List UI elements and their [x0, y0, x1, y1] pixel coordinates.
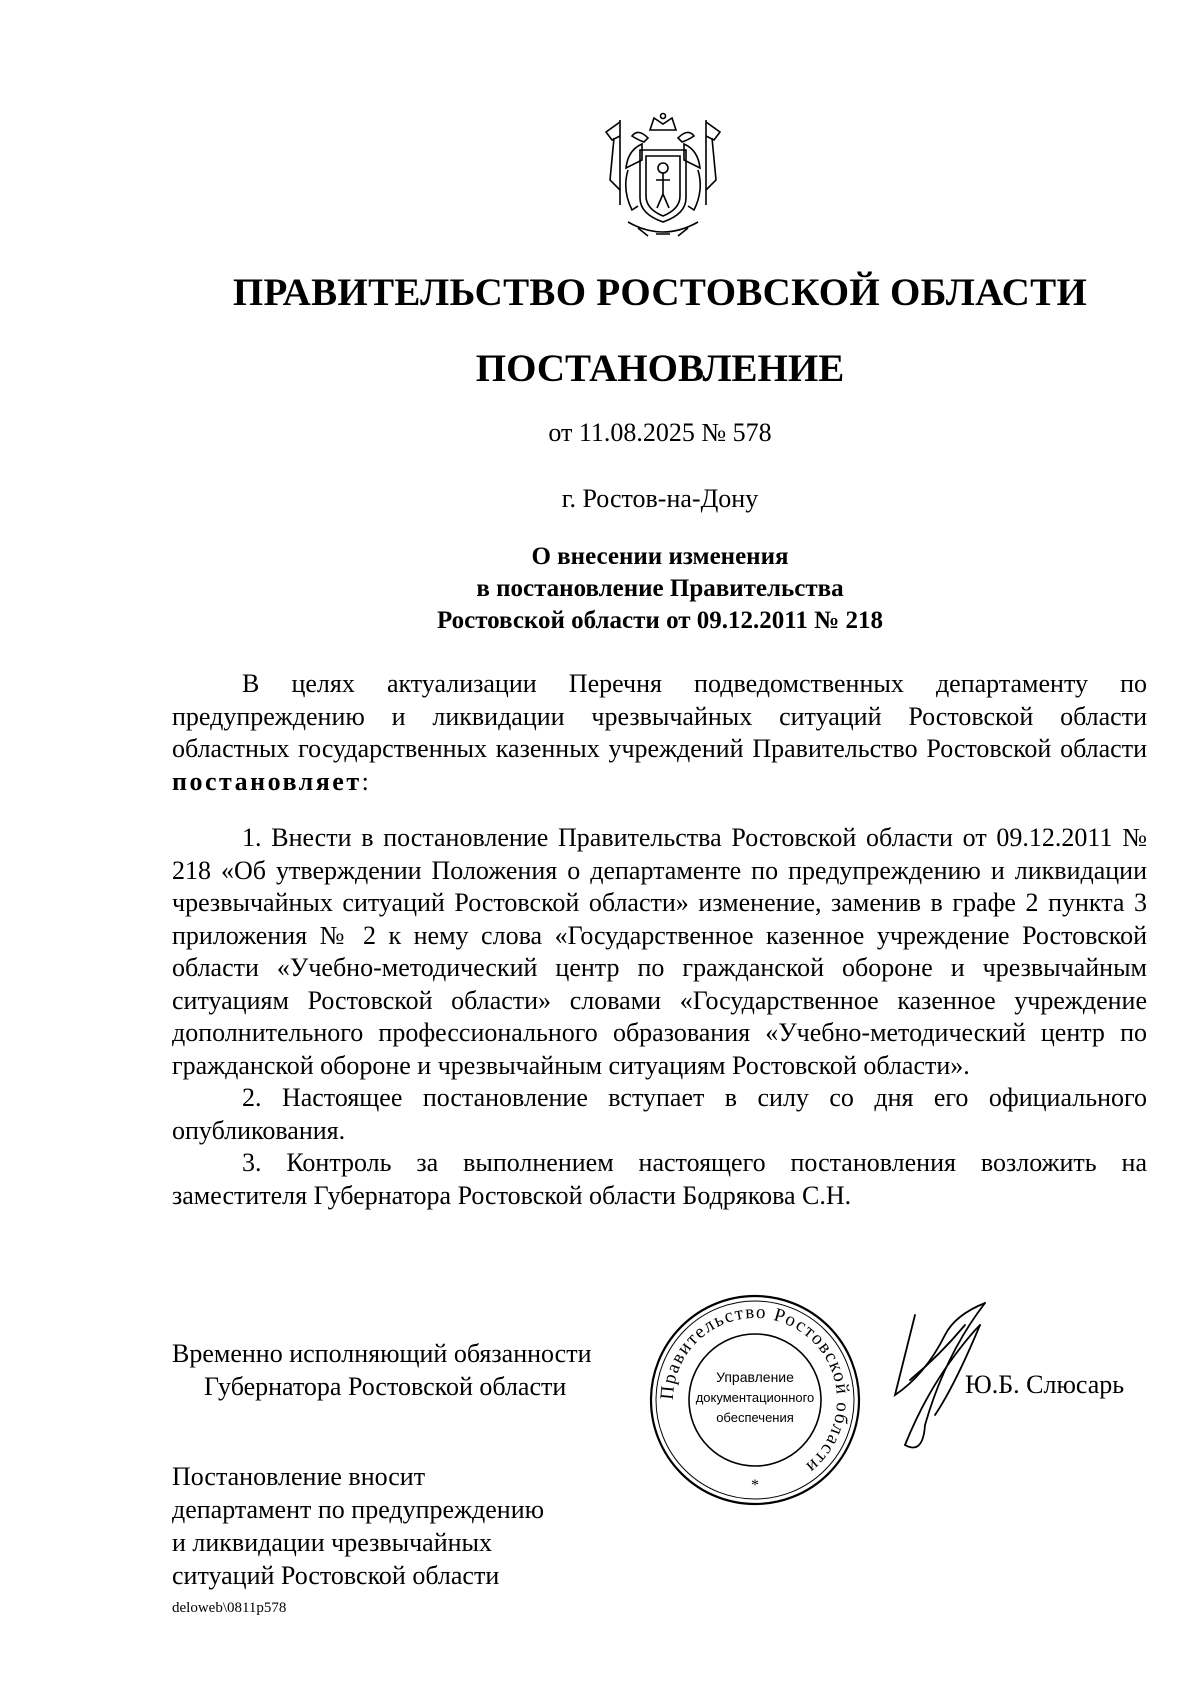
resolution-item: 3. Контроль за выполнением настоящего постановления возложить на заместителя Губернатора Ростовской области Бодрякова С.Н. — [172, 1148, 1147, 1210]
seal-ring-text: Правительство Ростовской области — [656, 1301, 854, 1478]
submitter-line: Постановление вносит — [172, 1462, 426, 1491]
document-type: ПОСТАНОВЛЕНИЕ — [475, 347, 845, 390]
document-date-number: от 11.08.2025 № 578 — [548, 418, 772, 447]
seal-star: * — [751, 1477, 759, 1494]
seal-center-line: документационного — [695, 1390, 815, 1405]
seal-center-line: Управление — [716, 1369, 794, 1385]
coat-of-arms-icon — [598, 110, 728, 250]
subject-line: Ростовской области от 09.12.2011 № 218 — [436, 607, 884, 634]
document-code: deloweb\0811p578 — [172, 1600, 287, 1616]
official-seal — [645, 1290, 865, 1510]
signatory-name: Ю.Б. Слюсарь — [965, 1370, 1125, 1399]
document-subject — [0, 541, 1200, 637]
resolution-item: 1. Внести в постановление Правительства Ростовской области от 09.12.2011 № 218 «Об утверждении Положения о департаменте по предупреждению и ликвидации чрезвычайных ситуаций Ростовской области» изменение, заменив в графе 2 пункта 3 приложения № 2 к нему слова «Государственное казенное учреждение Ростовской области «Учебно-методический центр по гражданской обороне и чрезвычайным ситуациям Ростовской области» словами «Государственное казенное учреждение дополнительного профессионального образования «Учебно-методический центр по гражданской обороне и чрезвычайным ситуациям Ростовской области». — [172, 823, 1147, 1080]
preamble-text: В целях актуализации Перечня подведомственных департаменту по предупреждению и ликвидации чрезвычайных ситуаций Ростовской области областных государственных казенных учреждений Правительство Ростовской области — [172, 669, 1147, 763]
resolution-item: 2. Настоящее постановление вступает в силу со дня его официального опубликования. — [172, 1083, 1147, 1145]
document-place: г. Ростов-на-Дону — [561, 484, 759, 513]
preamble — [172, 668, 1147, 798]
resolution-items — [172, 822, 1147, 1212]
seal-center-line: обеспечения — [716, 1410, 794, 1425]
subject-line: О внесении изменения — [531, 543, 789, 570]
submitter-line: департамент по предупреждению — [172, 1495, 545, 1524]
signatory-role-line: Губернатора Ростовской области — [204, 1372, 567, 1401]
preamble-keyword: постановляет — [172, 766, 362, 796]
signatory-role — [172, 1337, 592, 1403]
signatory-role-line: Временно исполняющий обязанности — [172, 1339, 592, 1368]
preamble-end: : — [361, 766, 369, 796]
submitter-line: и ликвидации чрезвычайных — [172, 1528, 492, 1557]
submitter-note — [172, 1460, 544, 1592]
submitter-line: ситуаций Ростовской области — [172, 1561, 500, 1590]
preamble-paragraph — [172, 668, 1147, 798]
subject-line: в постановление Правительства — [476, 575, 844, 602]
organization-title: ПРАВИТЕЛЬСТВО РОСТОВСКОЙ ОБЛАСТИ — [232, 271, 1088, 314]
